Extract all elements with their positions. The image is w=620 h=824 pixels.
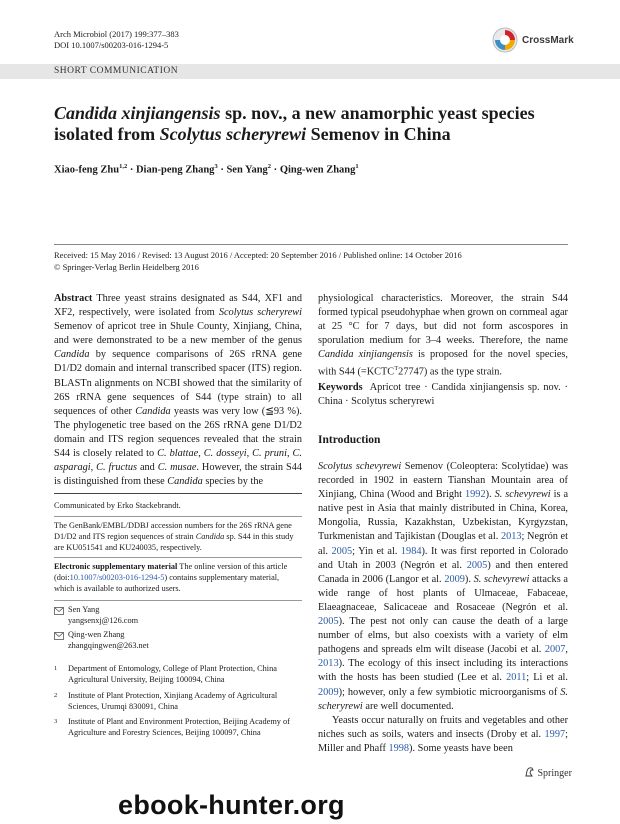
envelope-icon	[54, 607, 64, 615]
crossmark-badge[interactable]	[492, 27, 592, 55]
abstract-continued: physiological characteristics. Moreover, the strain S44 formed typical pseudohyphae when grown on cornmeal agar at 25 °C for 7 days, but did not form ascospores in sporulation medium for 3–4 weeks. Therefore, the name Candida xinjiangensis is proposed for the novel species, with S44 $(=KCTC^T27747)$ as the type strain.	[318, 293, 568, 378]
author-name[interactable]: Qing-wen Zhang	[279, 164, 356, 176]
contact-block	[54, 605, 302, 649]
affiliation: 2 Institute of Plant Protection, Xinjiang Academy of Agricultural Sciences, Urumqi 830091, China	[54, 691, 278, 711]
article-title: Candida xinjiangensis sp. nov., a new anamorphic yeast species isolated from Scolytus scheryrewi Semenov in China	[54, 103, 535, 144]
author-name[interactable]: Xiao-feng Zhu	[54, 164, 120, 176]
header-divider	[54, 244, 568, 245]
envelope-icon	[54, 632, 64, 640]
date-history: Received: 15 May 2016 / Revised: 13 August 2016 / Accepted: 20 September 2016 / Published online: 14 October 2016	[54, 250, 462, 260]
footnote-divider	[54, 557, 302, 558]
watermark-text: ebook-hunter.org	[118, 790, 345, 820]
genbank-note: The GenBank/EMBL/DDBJ accession numbers for the 26S rRNA gene D1/D2 and ITS region sequences of strain Candida sp. S44 in this study are KU051541 and KU240035, respectively.	[54, 521, 294, 552]
article-doi: DOI 10.1007/s00203-016-1294-5	[54, 40, 169, 50]
springer-horse-icon	[524, 766, 535, 777]
journal-citation: Arch Microbiol (2017) 199:377–383	[54, 29, 179, 39]
author-name[interactable]: Dian-peng Zhang	[135, 164, 215, 176]
author-list: Xiao-feng Zhu$^{1,2}$ · Dian-peng Zhang$^3$ · Sen Yang$^2$ · Qing-wen Zhang$^1$	[54, 163, 359, 176]
footnote-divider	[54, 493, 302, 494]
introduction-text: Scolytus schevyrewi Semenov (Coleoptera: Scolytidae) was recorded in 1902 in eastern Tianshan Mountain area of Xinjiang, China (Wood and Bright 1992). S. schevyrewi is a native pest in Asia that mainly distributed in China, Korea, Mongolia, Russia, Kazakhstan, Uzbekistan, Kyrgyzstan, Turkmenistan and Tajikistan (Douglas et al. 2013; Negrón et al. 2005; Yin et al. 1984). It was first reported in Colorado and Utah in 2003 (Negrón et al. 2005) and then entered Canada in 2006 (Langor et al. 2009). S. schevyrewi attacks a wide range of host plants of Ulmaceae, Fabaceae, Elaeagnaceae, Salicaceae and Rosaceae (Negrón et al. 2005). The pest not only can cause the death of a large number of elms, but also coexists with a variety of elm pathogens and spreads elm wilt disease (Jacobi et al. 2007, 2013). The ecology of this insect including its interactions with the hosts has been studied (Lee et al. 2011; Li et al. 2009); however, only a few symbiotic microorganisms of S. scheryrewi are well documented. Yeasts occur naturally on fruits and vegetables and other niches such as soils, waters and insects (Droby et al. 1997; Miller and Phaff 1998). Some yeasts have been	[318, 461, 569, 754]
copyright: © Springer-Verlag Berlin Heidelberg 2016	[54, 261, 199, 272]
footnote-divider	[54, 600, 302, 601]
keywords: Keywords Apricot tree · Candida xinjiangensis sp. nov. · China · Scolytus scheryrewi	[318, 382, 568, 408]
crossmark-label: CrossMark	[522, 35, 574, 46]
crossmark-icon	[492, 27, 518, 53]
contact-email[interactable]: zhangqingwen@263.net	[68, 641, 149, 650]
publication-dates	[54, 250, 574, 273]
esm-doi-link[interactable]: 10.1007/s00203-016-1294-5	[69, 572, 165, 582]
section-heading: Introduction	[318, 434, 381, 446]
section-bar	[0, 64, 620, 79]
section-label: SHORT COMMUNICATION	[54, 66, 179, 76]
communicated-by: Communicated by Erko Stackebrandt.	[54, 501, 181, 510]
esm-note: Electronic supplementary material The online version of this article (doi:10.1007/s00203-016-1294-5) contains supplementary material, which is available to authorized users.	[54, 562, 288, 593]
contact-name: Sen Yang	[68, 605, 100, 614]
author-name[interactable]: Sen Yang	[226, 164, 268, 176]
contact-name: Qing-wen Zhang	[68, 630, 125, 639]
footnote-divider	[54, 516, 302, 517]
affiliation: 1 Department of Entomology, College of Plant Protection, China Agricultural University, Beijing 100094, China	[54, 664, 277, 684]
abstract: Abstract Three yeast strains designated as S44, XF1 and XF2, respectively, were isolated from Scolytus scheryrewi Semenov of apricot tree in Shule County, Xinjiang, China, and were demonstrated to be a new member of the genus Candida by sequence comparisons of 26S rRNA gene D1/D2 domain and internal transcribed spacer (ITS) region. BLASTn alignments on NCBI showed that the similarity of 26S rRNA gene sequences of S44 (type strain) to all sequences of other Candida yeasts was very low (≦93 %). The phylogenetic tree based on the 26S rRNA gene D1/D2 domain and ITS region sequences revealed that the strain S44 is closely related to C. blattae, C. dosseyi, C. pruni, C. asparagi, C. fructus and C. musae. However, the strain S44 is distinguished from these Candida species by the	[54, 293, 302, 488]
contact-email[interactable]: yangsenxj@126.com	[68, 616, 139, 625]
springer-logo: Springer	[524, 766, 572, 779]
affiliation: 3 Institute of Plant and Environment Protection, Beijing Academy of Agriculture and Forestry Sciences, Beijing 100097, China	[54, 717, 290, 737]
